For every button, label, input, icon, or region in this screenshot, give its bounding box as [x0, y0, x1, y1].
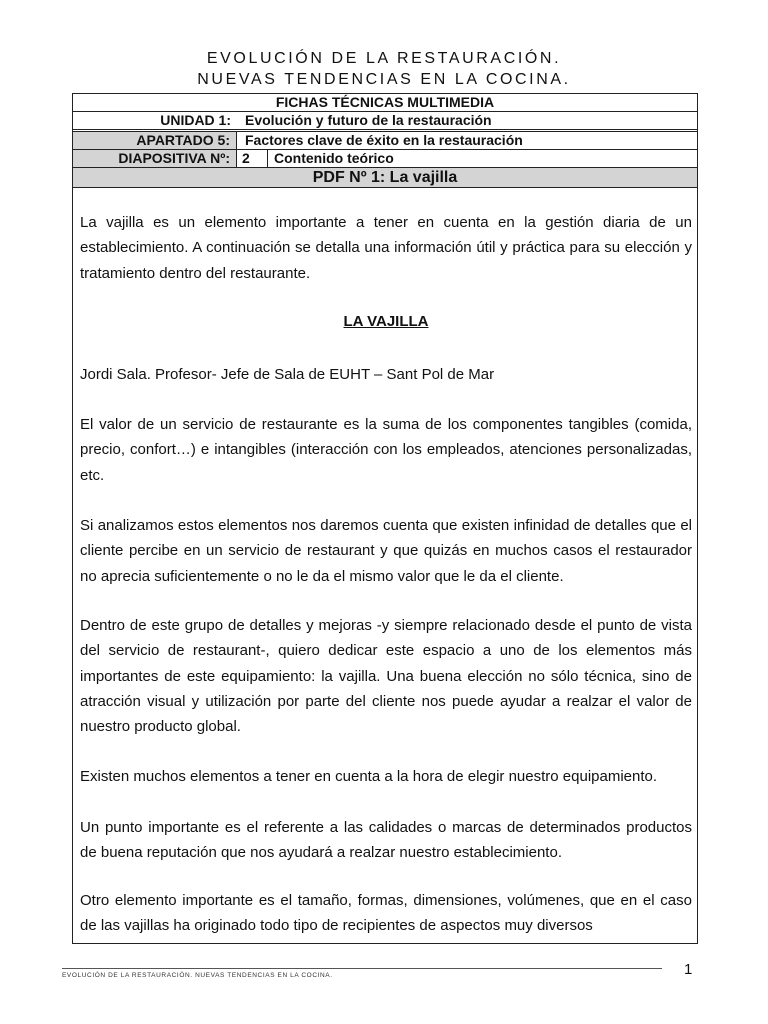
intro-paragraph: La vajilla es un elemento importante a tener en cuenta en la gestión diaria de un establecimiento. A continuación se detalla una información útil y práctica para su elección y tratamiento dentro del restaurante.: [80, 214, 692, 282]
section-title: LA VAJILLA: [343, 313, 429, 330]
document-title-line1: EVOLUCIÓN DE LA RESTAURACIÓN.: [206, 50, 562, 67]
paragraph-1: El valor de un servicio de restaurante es la suma de los componentes tangibles (comida, precio, confort…) e intangibles (interacción con los empleados, atenciones personalizadas, etc.: [80, 416, 692, 484]
document-title-line2: NUEVAS TENDENCIAS EN LA COCINA.: [197, 71, 571, 88]
apartado-value: Factores clave de éxito en la restauración: [245, 132, 523, 148]
paragraph-3: Dentro de este grupo de detalles y mejoras -y siempre relacionado desde el punto de vista del servicio de restaurant-, quiero dedicar este espacio a uno de los elementos más importantes de este equipamiento: la vajilla. Una buena elección no sólo técnica, sino de atracción visual y utilización por parte del cliente nos puede ayudar a realzar el valor de nuestro producto global.: [80, 617, 692, 736]
footer-divider: [62, 968, 662, 969]
author-line: Jordi Sala. Profesor- Jefe de Sala de EUHT – Sant Pol de Mar: [80, 366, 495, 383]
pdf-title-row: [72, 168, 698, 188]
unidad-label: UNIDAD 1:: [160, 112, 231, 128]
pdf-title: PDF Nº 1: La vajilla: [312, 169, 458, 186]
diapositiva-row: [72, 150, 698, 168]
apartado-label: APARTADO 5:: [73, 132, 237, 149]
diapositiva-label: DIAPOSITIVA Nº:: [73, 150, 237, 167]
diapositiva-value: Contenido teórico: [274, 150, 394, 166]
unidad-value: Evolución y futuro de la restauración: [245, 112, 492, 128]
diapositiva-number: 2: [237, 150, 268, 167]
paragraph-4: Existen muchos elementos a tener en cuenta a la hora de elegir nuestro equipamiento.: [80, 768, 658, 785]
fichas-row: [72, 93, 698, 112]
fichas-label: FICHAS TÉCNICAS MULTIMEDIA: [275, 94, 495, 110]
page-number: 1: [684, 961, 693, 978]
apartado-row: [72, 132, 698, 150]
footer-text: EVOLUCIÓN DE LA RESTAURACIÓN. NUEVAS TENDENCIAS EN LA COCINA.: [62, 972, 333, 979]
paragraph-6: Otro elemento importante es el tamaño, formas, dimensiones, volúmenes, que en el caso de las vajillas ha originado todo tipo de recipientes de aspectos muy diversos: [80, 892, 692, 935]
unidad-row: [72, 112, 698, 130]
paragraph-2: Si analizamos estos elementos nos daremos cuenta que existen infinidad de detalles que el cliente percibe en un servicio de restaurant y que quizás en muchos casos el restaurador no aprecia suficientemente o no le da el mismo valor que le da el cliente.: [80, 517, 692, 585]
paragraph-5: Un punto importante es el referente a las calidades o marcas de determinados productos de buena reputación que nos ayudará a realzar nuestro establecimiento.: [80, 819, 692, 862]
